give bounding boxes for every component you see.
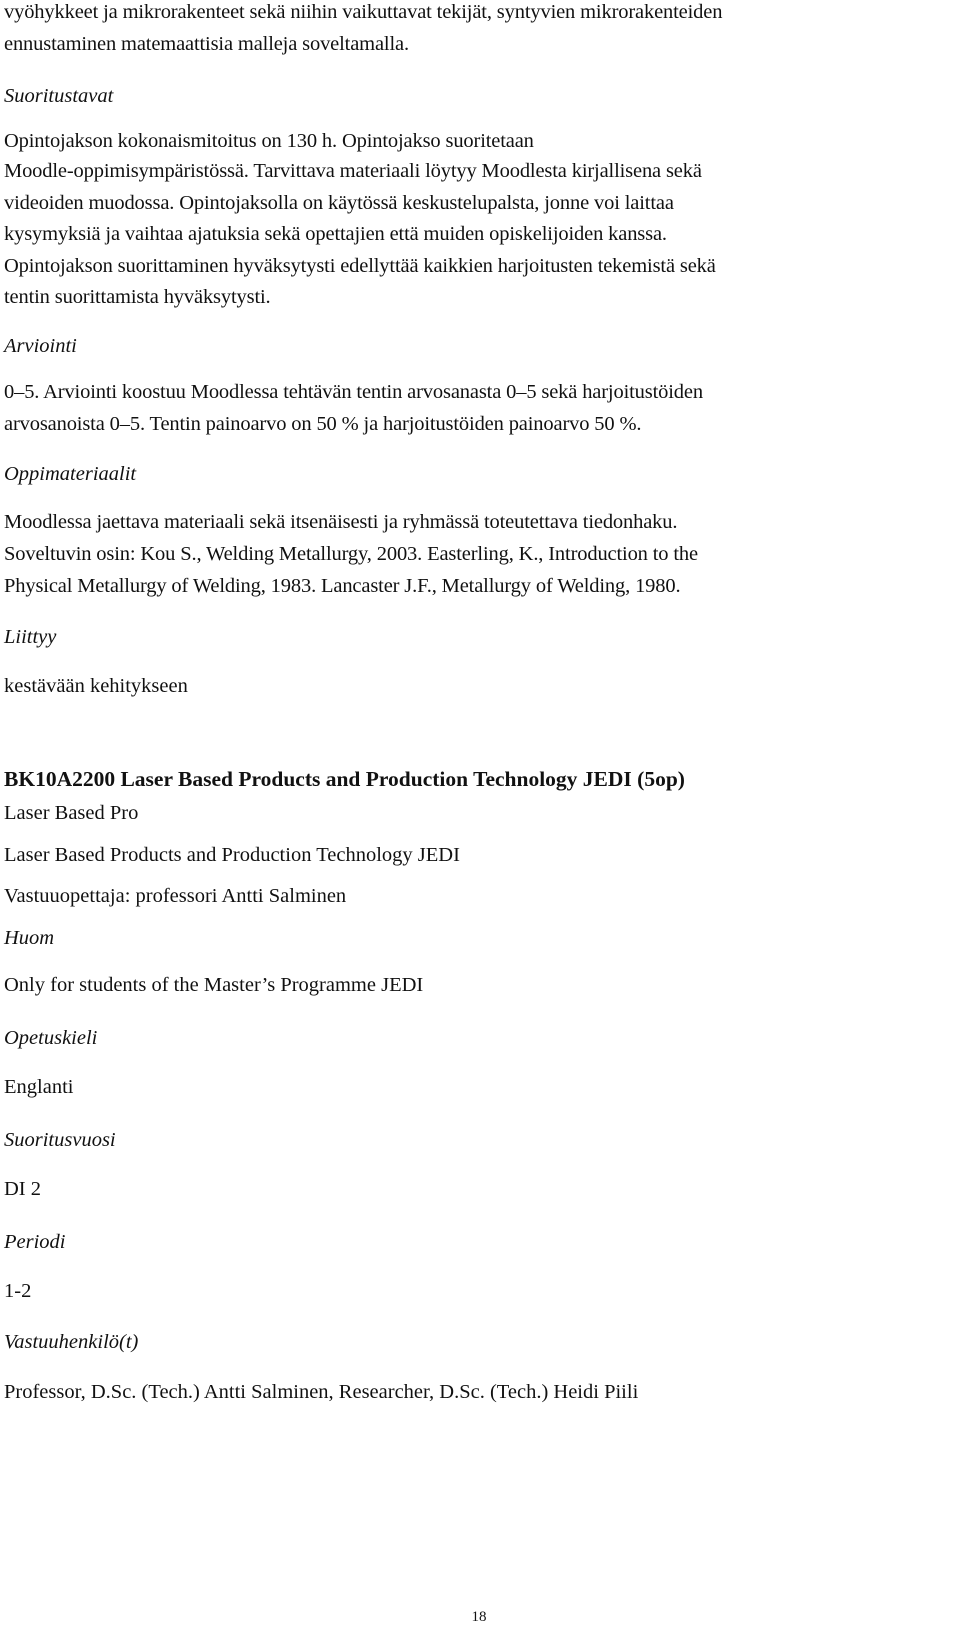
- vastuuhenkilot-text: Professor, D.Sc. (Tech.) Antti Salminen, Researcher, D.Sc. (Tech.) Heidi Piili: [4, 1381, 639, 1403]
- arviointi-line-2: arvosanoista 0–5. Tentin painoarvo on 50 % ja harjoitustöiden painoarvo 50 %.: [4, 413, 642, 435]
- suoritustavat-line-6: tentin suorittamista hyväksytysti.: [4, 286, 271, 308]
- course-title: BK10A2200 Laser Based Products and Production Technology JEDI (5op): [4, 767, 685, 791]
- suoritusvuosi-heading: Suoritusvuosi: [4, 1129, 116, 1151]
- intro-line-1: vyöhykkeet ja mikrorakenteet sekä niihin vaikuttavat tekijät, syntyvien mikrorakenteiden: [4, 1, 723, 23]
- intro-line-2: ennustaminen matemaattisia malleja soveltamalla.: [4, 33, 409, 55]
- huom-heading: Huom: [4, 927, 55, 949]
- arviointi-heading: Arviointi: [4, 335, 77, 357]
- suoritustavat-line-4: kysymyksiä ja vaihtaa ajatuksia sekä opettajien että muiden opiskelijoiden kanssa.: [4, 223, 667, 245]
- suoritustavat-heading: Suoritustavat: [4, 85, 114, 107]
- liittyy-heading: Liittyy: [4, 626, 57, 648]
- opetuskieli-heading: Opetuskieli: [4, 1027, 98, 1049]
- liittyy-text: kestävään kehitykseen: [4, 675, 188, 697]
- oppimateriaalit-line-1: Moodlessa jaettava materiaali sekä itsenäisesti ja ryhmässä toteutettava tiedonhaku.: [4, 511, 678, 533]
- periodi-text: 1-2: [4, 1280, 32, 1302]
- responsible-teacher: Vastuuopettaja: professori Antti Salminen: [4, 885, 347, 907]
- suoritustavat-line-2: Moodle-oppimisympäristössä. Tarvittava materiaali löytyy Moodlesta kirjallisena sekä: [4, 160, 702, 182]
- opetuskieli-text: Englanti: [4, 1076, 74, 1098]
- oppimateriaalit-heading: Oppimateriaalit: [4, 463, 137, 485]
- course-full-name: Laser Based Products and Production Technology JEDI: [4, 844, 460, 866]
- suoritusvuosi-text: DI 2: [4, 1178, 42, 1200]
- course-short-name: Laser Based Pro: [4, 802, 139, 824]
- suoritustavat-line-3: videoiden muodossa. Opintojaksolla on käytössä keskustelupalsta, jonne voi laittaa: [4, 192, 674, 214]
- suoritustavat-line-5: Opintojakson suorittaminen hyväksytysti edellyttää kaikkien harjoitusten tekemistä sekä: [4, 255, 716, 277]
- vastuuhenkilot-heading: Vastuuhenkilö(t): [4, 1331, 139, 1353]
- page-number: 18: [471, 1609, 487, 1625]
- arviointi-line-1: 0–5. Arviointi koostuu Moodlessa tehtävän tentin arvosanasta 0–5 sekä harjoitustöiden: [4, 381, 703, 403]
- oppimateriaalit-line-2: Soveltuvin osin: Kou S., Welding Metallurgy, 2003. Easterling, K., Introduction to the: [4, 543, 698, 565]
- periodi-heading: Periodi: [4, 1231, 66, 1253]
- huom-text: Only for students of the Master’s Programme JEDI: [4, 974, 424, 996]
- suoritustavat-line-1: Opintojakson kokonaismitoitus on 130 h. Opintojakso suoritetaan: [4, 130, 534, 152]
- oppimateriaalit-line-3: Physical Metallurgy of Welding, 1983. Lancaster J.F., Metallurgy of Welding, 1980.: [4, 575, 681, 597]
